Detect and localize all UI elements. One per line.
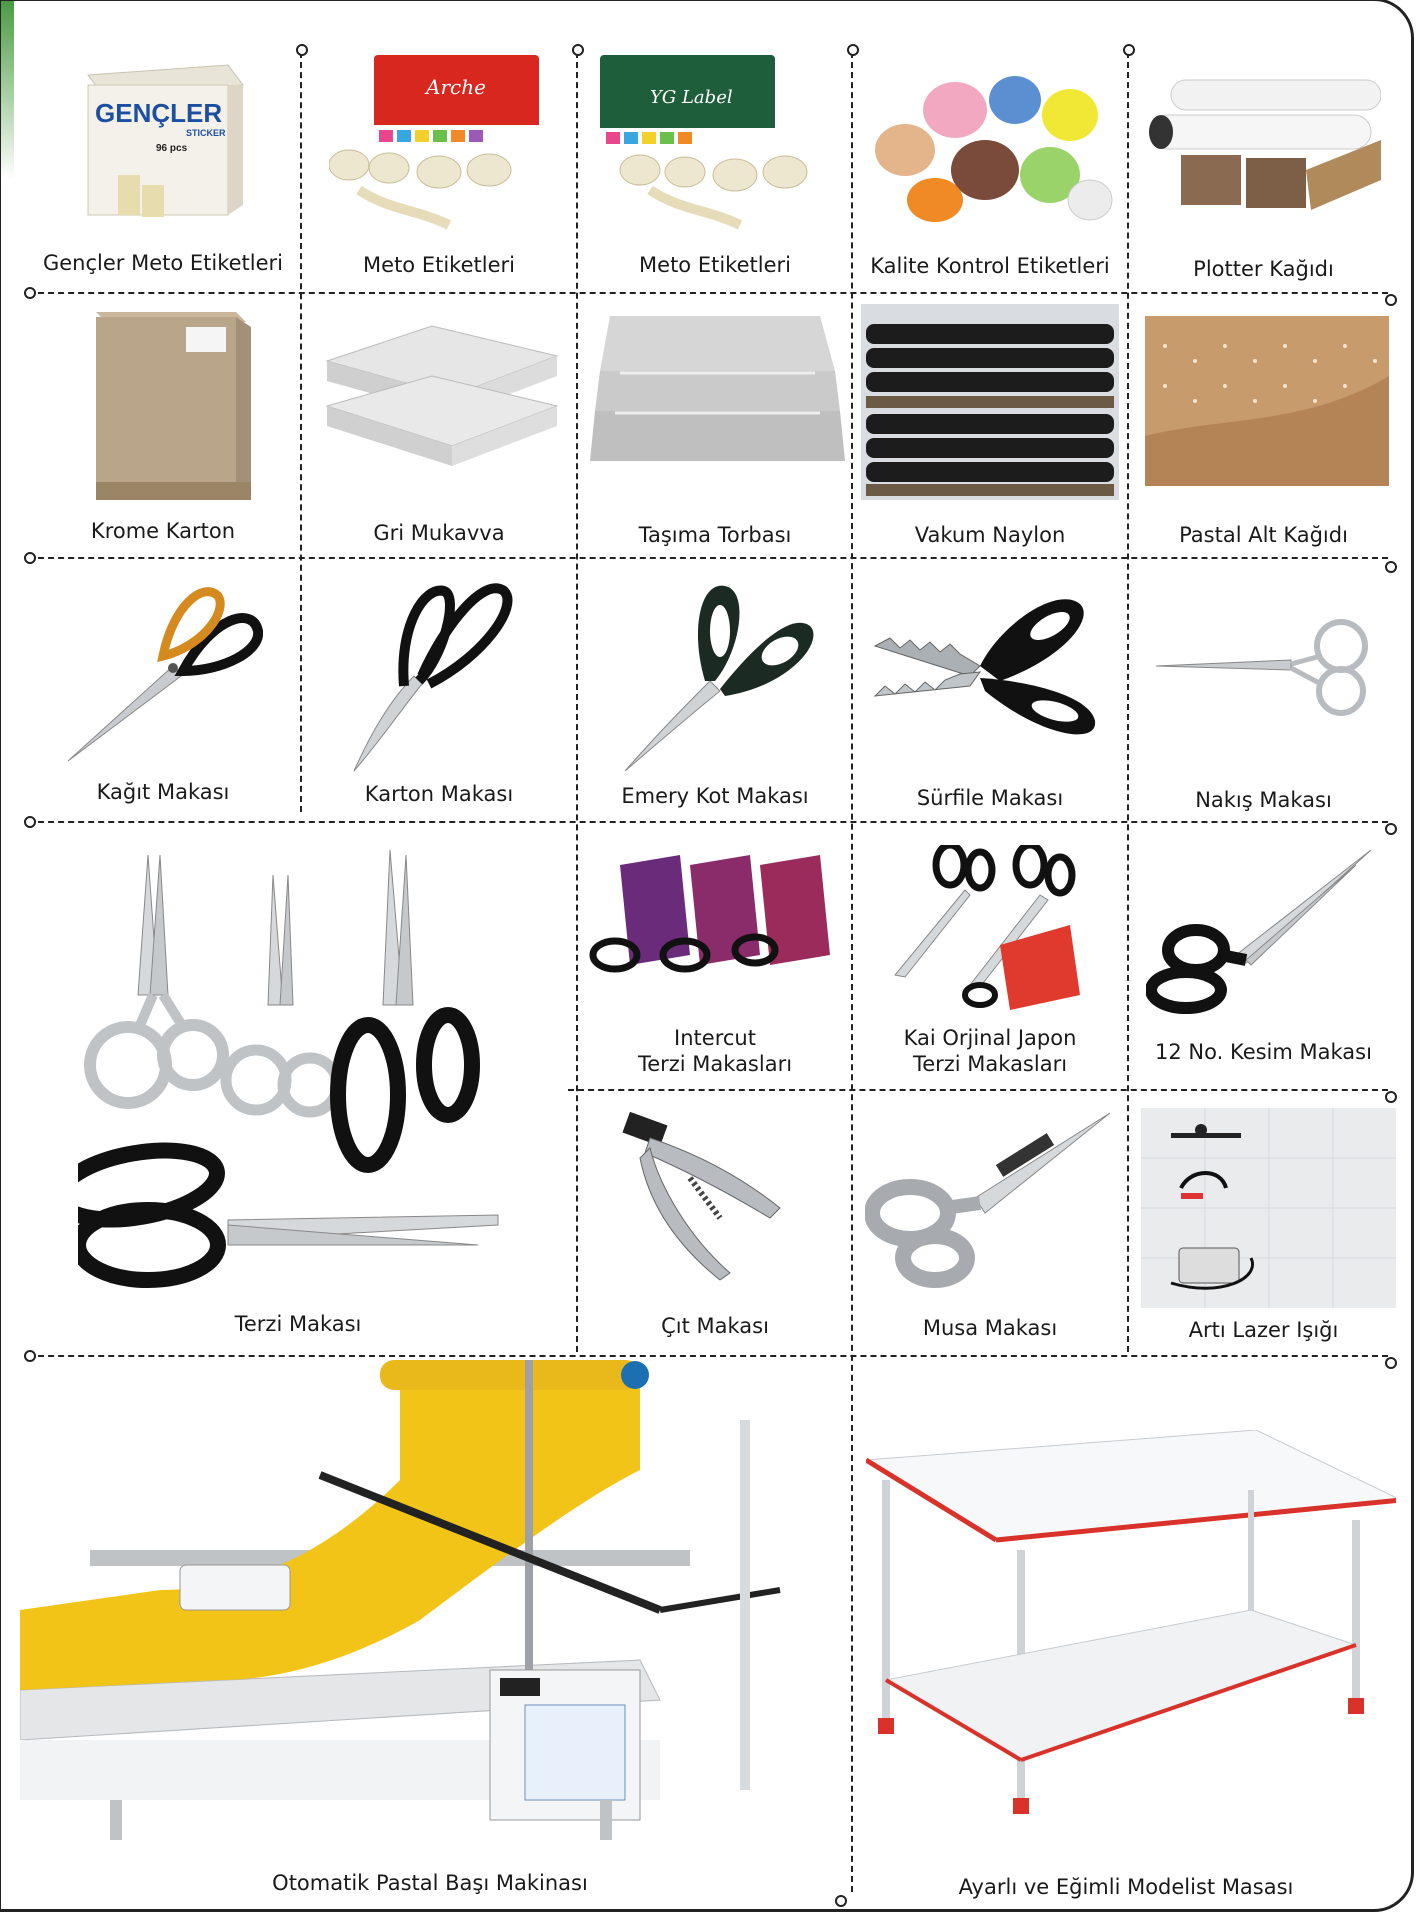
- product-terzi: [28, 825, 568, 1353]
- product-caption: Gri Mukavva: [373, 521, 505, 545]
- gencler-brand-subtext: STICKER: [186, 128, 226, 138]
- product-caption: Intercut Terzi Makasları: [637, 1026, 793, 1076]
- product-pastal-basi: [20, 1360, 840, 1905]
- product-caption: Meto Etiketleri: [639, 253, 791, 277]
- vacuum-nylon-rolls-image: [861, 304, 1119, 500]
- plotter-paper-rolls-image: [1141, 60, 1381, 220]
- divider-col-3: [851, 52, 853, 1892]
- product-caption: Plotter Kağıdı: [1193, 257, 1334, 281]
- product-caption: Kalite Kontrol Etiketleri: [870, 254, 1110, 278]
- product-plotter: [1131, 50, 1396, 290]
- divider-row-3: [28, 821, 1388, 823]
- yg-label-box-image: [600, 50, 825, 230]
- product-cit: [580, 1093, 850, 1353]
- product-surfile: [855, 561, 1125, 819]
- product-caption: Krome Karton: [90, 519, 236, 543]
- perforated-underlay-paper-image: [1145, 316, 1389, 486]
- product-caption: Kağıt Makası: [96, 780, 230, 804]
- adjustable-pattern-table-image: [866, 1430, 1396, 1860]
- product-caption: Artı Lazer Işığı: [1188, 1318, 1339, 1342]
- notch-cutter-image: [620, 1108, 800, 1288]
- product-caption: Meto Etiketleri: [363, 253, 515, 277]
- arche-brand-text: Arche: [426, 75, 486, 99]
- product-meto-arche: [304, 50, 574, 290]
- paper-scissors-image: [63, 576, 263, 766]
- product-nakis: [1131, 561, 1396, 819]
- product-kai: [855, 825, 1125, 1087]
- pinking-shears-image: [870, 586, 1110, 746]
- cardboard-scissors-image: [344, 566, 524, 776]
- gencler-brand-text: GENÇLER: [95, 98, 223, 128]
- product-caption: Terzi Makası: [234, 1312, 362, 1336]
- intercut-scissors-packs-image: [580, 845, 850, 985]
- product-caption: Otomatik Pastal Başı Makinası: [272, 1871, 588, 1895]
- automatic-spreader-machine-image: [20, 1360, 840, 1840]
- product-meto-yg: [580, 50, 850, 290]
- product-kalite-kontrol: [855, 50, 1125, 290]
- product-caption: Çıt Makası: [661, 1314, 769, 1338]
- kai-japanese-scissors-image: [890, 845, 1090, 1015]
- divider-row-1: [28, 292, 1388, 294]
- musa-scissors-image: [865, 1108, 1115, 1288]
- divider-row-4a: [568, 1089, 1388, 1091]
- product-modelist: [856, 1360, 1396, 1905]
- cutting-scissors-no12-image: [1146, 845, 1376, 1015]
- grey-cardboard-stack-image: [322, 316, 562, 476]
- product-caption: Sürfile Makası: [916, 786, 1064, 810]
- gencler-box-count: 96 pcs: [156, 143, 188, 154]
- product-caption: Taşıma Torbası: [638, 523, 792, 547]
- denim-scissors-image: [620, 571, 820, 776]
- carrying-bags-stack-image: [590, 311, 845, 481]
- product-caption: Musa Makası: [922, 1316, 1058, 1340]
- product-gencler-meto: [28, 50, 298, 290]
- product-emery-kot: [580, 561, 850, 819]
- product-caption: Pastal Alt Kağıdı: [1179, 523, 1348, 547]
- divider-col-4: [1127, 52, 1129, 1352]
- product-vakum-naylon: [855, 296, 1125, 554]
- product-caption: 12 No. Kesim Makası: [1155, 1040, 1372, 1064]
- krome-board-pallet-image: [66, 302, 266, 502]
- cross-laser-light-image: [1141, 1108, 1396, 1308]
- yg-brand-text: YG Label: [650, 87, 733, 108]
- divider-row-2: [28, 557, 1388, 559]
- product-caption: Emery Kot Makası: [621, 784, 809, 808]
- quality-control-labels-image: [865, 60, 1115, 230]
- product-pastal-alt: [1131, 296, 1396, 554]
- product-lazer: [1131, 1093, 1396, 1353]
- product-kesim-12: [1131, 825, 1396, 1087]
- product-caption: Ayarlı ve Eğimli Modelist Masası: [958, 1875, 1294, 1899]
- product-musa: [855, 1093, 1125, 1353]
- product-caption: Vakum Naylon: [914, 523, 1066, 547]
- product-kagit-makasi: [28, 561, 298, 819]
- divider-col-2: [576, 52, 578, 1352]
- divider-col-1: [300, 52, 302, 812]
- product-karton-makasi: [304, 561, 574, 819]
- product-gri-mukavva: [304, 296, 574, 554]
- product-caption: Karton Makası: [364, 782, 514, 806]
- embroidery-scissors-image: [1151, 616, 1381, 716]
- product-intercut: [580, 825, 850, 1087]
- divider-row-5: [28, 1355, 1388, 1357]
- product-tasima-torbasi: [580, 296, 850, 554]
- product-caption: Nakış Makası: [1195, 788, 1332, 812]
- product-krome-karton: [28, 296, 298, 554]
- product-caption: Gençler Meto Etiketleri: [42, 251, 284, 275]
- product-caption: Kai Orjinal Japon Terzi Makasları: [903, 1026, 1077, 1076]
- tailor-scissors-set-image: [78, 845, 538, 1305]
